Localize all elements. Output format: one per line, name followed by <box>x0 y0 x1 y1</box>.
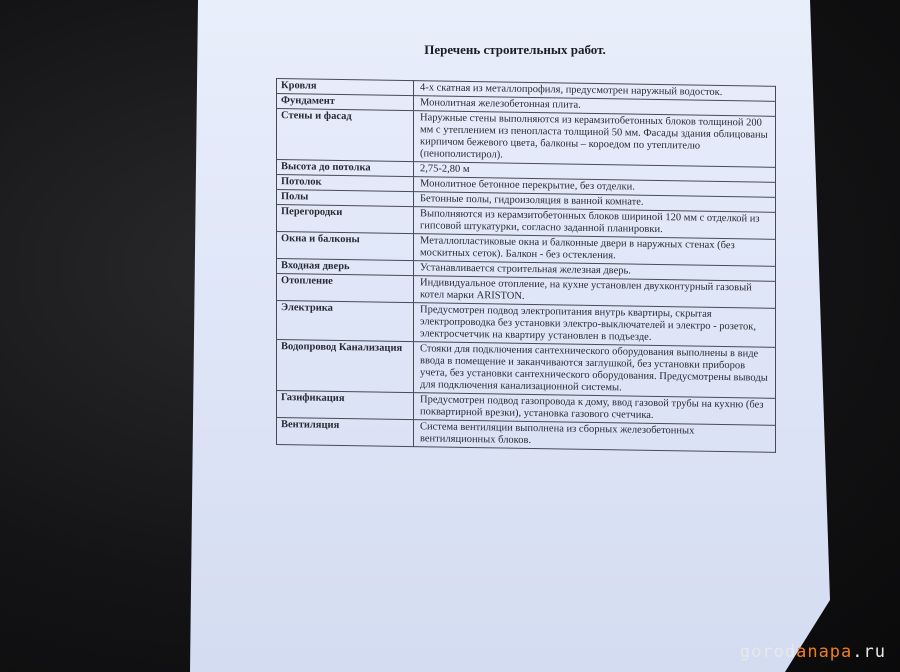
row-label: Газификация <box>277 391 414 420</box>
row-value: Предусмотрен подвод газопровода к дому, ввод газовой трубы на кухню (без поквартирной врезки), установка газового счетчика. <box>414 393 776 426</box>
table-row <box>277 340 776 399</box>
row-label: Перегородки <box>277 205 414 234</box>
row-label: Фундамент <box>277 94 414 111</box>
row-value: 4-х скатная из металлопрофиля, предусмотрен наружный водосток. <box>414 81 776 102</box>
row-label: Вентиляция <box>277 418 414 447</box>
row-value: Стояки для подключения сантехнического оборудования выполнены в виде ввода в помещение и заканчиваются заглушкой, без установки приборов учета, без установки сантехнического оборудования. Предусмотрены выводы для подключения канализационной системы. <box>414 342 776 399</box>
row-label: Потолок <box>277 175 414 192</box>
row-label: Полы <box>277 190 414 207</box>
works-table <box>276 78 776 453</box>
row-label: Отопление <box>277 274 414 303</box>
row-label: Входная дверь <box>277 259 414 276</box>
row-label: Электрика <box>277 301 414 342</box>
row-value: Наружные стены выполняются из керамзитобетонных блоков толщиной 200 мм с утеплением из пенопласта толщиной 50 мм. Фасады здания облицованы кирпичом бежевого цвета, балконы – короедом по утеплителю (пенополистирол). <box>414 111 776 168</box>
row-value: Монолитное бетонное перекрытие, без отделки. <box>414 177 776 198</box>
row-label: Кровля <box>277 79 414 96</box>
row-value: Бетонные полы, гидроизоляция в ванной комнате. <box>414 192 776 213</box>
row-label: Стены и фасад <box>277 109 414 162</box>
row-value: Выполняются из керамзитобетонных блоков шириной 120 мм с отделкой из гипсовой штукатурки, согласно заданной планировки. <box>414 207 776 240</box>
row-value: 2,75-2,80 м <box>414 162 776 183</box>
watermark-prefix: gorod <box>739 642 797 662</box>
row-label: Высота до потолка <box>277 160 414 177</box>
row-value: Система вентиляции выполнена из сборных железобетонных вентиляционных блоков. <box>414 420 776 453</box>
row-value: Монолитная железобетонная плита. <box>414 96 776 117</box>
watermark-accent: anapa <box>796 642 853 662</box>
row-value: Индивидуальное отопление, на кухне установлен двухконтурный газовый котел марки ARISTON. <box>414 276 776 309</box>
row-label: Водопровод Канализация <box>277 340 414 393</box>
watermark-suffix: .ru <box>852 642 886 662</box>
row-value: Устанавливается строительная железная дверь. <box>414 261 776 282</box>
document-title: Перечень строительных работ. <box>424 42 606 57</box>
row-label: Окна и балконы <box>277 232 414 261</box>
site-watermark <box>740 642 886 662</box>
table-row <box>277 109 776 168</box>
row-value: Металлопластиковые окна и балконные двери в наружных стенах (без москитных сеток). Балкон - без остекления. <box>414 234 776 267</box>
row-value: Предусмотрен подвод электропитания внутрь квартиры, скрытая электропроводка без установки электро-выключателей и электро - розеток, электросчетчик на квартиру установлен в подъезде. <box>414 303 776 348</box>
